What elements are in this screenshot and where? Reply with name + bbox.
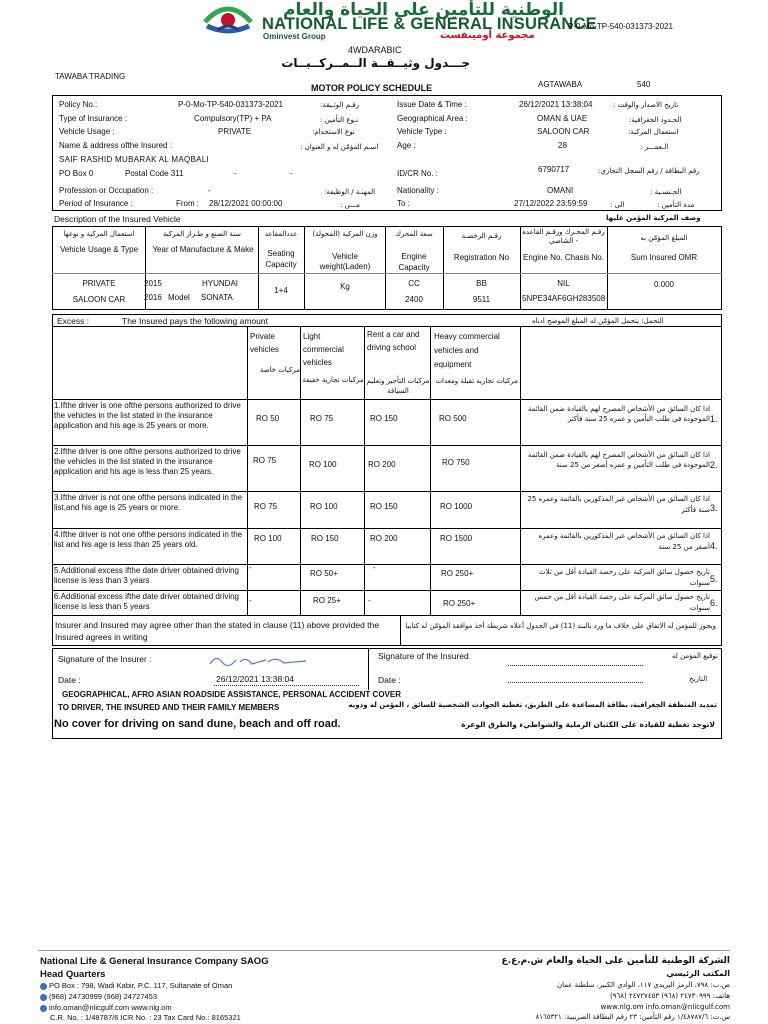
excess-row-3-number: 3.	[710, 503, 718, 513]
excess-row-2-rent: RO 200	[368, 460, 396, 469]
footer-phone	[40, 992, 157, 1001]
excess-row-3-arabic: اذا كان السائق من الأشخاص غير المذكورين بالقائمة وعمره 25 سنة فأكثر	[527, 495, 710, 514]
excess-row-4-private: RO 100	[254, 534, 282, 543]
engine-number: NIL	[557, 279, 570, 288]
postal-code: Postal Code 311	[125, 169, 184, 178]
vehicle-type-cell: SALOON CAR	[72, 295, 126, 304]
agent-name: TAWABA TRADING	[55, 72, 126, 81]
excess-row-4-text: 4.Ifthe driver is not one ofthe persons indicated in the list and his age is less than 25 years old.	[54, 530, 243, 549]
excess-row-1-rent: RO 150	[370, 414, 398, 423]
insurance-type-value: Compulsory(TP) + PA	[194, 114, 272, 123]
excess-row-1-private: RO 50	[256, 414, 280, 423]
issue-date-label: Issue Date & Time :	[397, 100, 467, 109]
footer-company-name-arabic: الشركة الوطنية للتأمين على الحياة والعام ش.م.ع.ع	[501, 956, 730, 966]
from-arabic: مـــن :	[340, 201, 360, 209]
issue-date-arabic: تاريخ الاصدار والوقت :	[613, 101, 679, 109]
issue-date-value: 26/12/2021 13:38:04	[519, 100, 593, 109]
footer-phone-arabic: هاتف: ٢٤٧٣٠٩٩٩ (٩٦٨) ٢٤٧٢٧٤٥٣ (٩٦٨)	[610, 992, 730, 1000]
footer-web-text[interactable]: info.oman@nlicgulf.com www.nlg.om	[49, 1003, 172, 1012]
footer-address	[40, 981, 232, 990]
address-dash-2: -	[290, 169, 293, 178]
insurer-date-line	[214, 685, 359, 686]
excess-row-3-heavy: RO 1000	[440, 502, 473, 511]
footer-phone-text: (968) 24730999 (968) 24727453	[49, 992, 158, 1001]
footer-registration: C.R. No. : 1/48787/6 ICR No. : 23 Tax Card No.: 8165321	[50, 1013, 241, 1022]
language-tag: 4WDARABIC	[348, 45, 402, 55]
model-label: Model	[168, 293, 190, 302]
title-english: MOTOR POLICY SCHEDULE	[311, 83, 433, 93]
policy-reference: P-0-Mo-TP-540-031373-2021	[568, 22, 673, 31]
agent-code: AGTAWABA	[538, 80, 583, 89]
insured-signature-arabic: توقيع المؤمن له	[672, 652, 718, 660]
insured-date-arabic: التاريخ	[689, 675, 708, 683]
policy-no-arabic: رقـم الوثـيقة:	[320, 101, 360, 109]
insured-signature-line	[508, 665, 643, 666]
registration-number: 9511	[472, 295, 491, 304]
profession-label: Profession or Occupation :	[59, 186, 154, 195]
excess-row-5-light: RO 50+	[310, 569, 338, 578]
excess-row-3-light: RO 100	[310, 502, 338, 511]
insurance-type-label: Type of Insurance :	[59, 114, 128, 123]
excess-description: The Insured pays the following amount	[122, 316, 269, 326]
policy-no-label: Policy No.:	[59, 100, 98, 109]
po-box: PO Box 0	[59, 169, 94, 178]
no-cover-notice: No cover for driving on sand dune, beach and off road.	[54, 718, 341, 730]
footer-address-arabic: ص.ب: ٧٩٨، الرمز البريدي ١١٧، الوادي الكبير، سلطنة عمان	[556, 981, 730, 989]
excess-row-4-heavy: RO 1500	[440, 534, 473, 543]
nationality-value: OMANI	[547, 186, 574, 195]
period-arabic: مدة التأمين :	[657, 201, 695, 209]
vehicle-model: SONATA	[201, 293, 233, 302]
excess-row-6-arabic: تاريخ حصول سائق المركبة على رخصة القيادة أقل من خمس سنوات	[534, 593, 710, 612]
col-weight: Vehicle weight(Laden)	[319, 252, 371, 271]
excess-row-6-private: -	[249, 596, 252, 605]
excess-row-6-heavy: RO 250+	[443, 599, 476, 608]
year-manufacture: 2015	[144, 279, 162, 288]
excess-row-1-arabic: اذا كان السائق من الأشخاص المصرح لهم بالقيادة ضمن القائمة الموجودة في طلب التأمين و عمره 25 سنة فأكثر	[527, 405, 710, 423]
vehicle-type-arabic: استعمال المركبة:	[628, 128, 679, 136]
excess-row-6-text: 6.Additional excess ifthe date driver obtained driving license is less than 5 years	[54, 592, 239, 611]
id-cr-label: ID/CR No. :	[397, 169, 438, 178]
col-sum-insured: Sum Insured OMR	[630, 253, 698, 262]
insured-name-arabic: اسـم المؤمّن له و العنوان :	[300, 143, 379, 151]
excess-row-4-arabic: اذا كان السائق من الأشخاص غير المذكورين بالقائمة وعمره أصغر من 25 سنة	[538, 532, 710, 551]
excess-row-3-text: 3.Ifthe driver is not one ofthe persons indicated in the list,and his age is 25 years or more.	[54, 493, 243, 512]
title-arabic: جـــدول وثيــقــة الــمــركــبــات	[281, 56, 470, 70]
col-year-arabic: سنة الصنع و طـراز المركبة	[163, 230, 241, 238]
insurer-date-value: 26/12/2021 13:38:04	[216, 674, 294, 684]
company-name-arabic: الوطنية للتأمين على الحياة والعام	[283, 0, 564, 20]
to-arabic: الى :	[610, 201, 625, 209]
excess-row-1-light: RO 75	[310, 414, 334, 423]
vehicle-make: HYUNDAI	[202, 279, 239, 288]
excess-row-2-heavy: RO 750	[442, 458, 470, 467]
engine-unit: CC	[408, 279, 420, 288]
excess-col-light-commercial-arabic: مركبات تجارية خفيفة	[302, 376, 364, 384]
no-cover-notice-arabic: لاتوجد تغطية للقيادة على الكثبان الرملية والشواطيء والطرق الوعرة	[461, 720, 715, 729]
col-year: Year of Manufacture & Make	[152, 245, 254, 254]
excess-row-5-number: 5.	[710, 574, 718, 584]
footer-company-name: National Life & General Insurance Company SAOG	[40, 956, 269, 967]
col-weight-arabic: وزن المركبة (المحولة)	[312, 230, 378, 238]
sum-insured-value: 0.000	[653, 280, 675, 289]
geo-area-arabic: الحـدود الجغرافية:	[629, 116, 682, 124]
excess-row-2-number: 2.	[710, 460, 718, 470]
profession-value: -	[208, 186, 211, 195]
vehicle-usage-label: Vehicle Usage :	[59, 127, 115, 136]
vehicle-usage-cell: PRIVATE	[82, 279, 116, 288]
to-label: To :	[397, 199, 410, 208]
agreement-note: Insurer and Insured may agree other than the stated in clause (11) above provided the Insured agrees in writing	[55, 620, 379, 642]
age-label: Age :	[397, 141, 416, 150]
col-seats-arabic: عددالمقاعد	[264, 230, 298, 238]
geo-area-label: Geographical Area :	[397, 114, 468, 123]
excess-row-2-arabic: اذا كان السائق من الأشخاص المصرح لهم بالقيادة ضمن القائمة الموجودة في طلب التأمين و عمره أصغر من 25 سنة	[527, 451, 710, 469]
footer-head-quarters-arabic: المكتب الرئيسي	[666, 969, 730, 978]
col-registration: Registration No	[453, 253, 510, 262]
excess-row-4-light: RO 150	[311, 534, 339, 543]
col-usage-arabic: استعمال المركبة و نوعها	[63, 230, 135, 238]
nationality-label: Nationality :	[397, 186, 439, 195]
agent-number: 540	[637, 80, 651, 89]
vehicle-section-title-arabic: وصف المركبة المؤمن عليها	[606, 214, 701, 222]
geo-cover-line-1: GEOGRAPHICAL, AFRO ASIAN ROADSIDE ASSISTANCE, PERSONAL ACCIDENT COVER	[62, 690, 401, 699]
geo-cover-line-2: TO DRIVER, THE INSURED AND THEIR FAMILY MEMBERS	[58, 703, 280, 712]
id-cr-arabic: رقم البطاقة / رقم السجل التجاري:	[598, 167, 700, 175]
excess-row-4-rent: RO 200	[370, 534, 398, 543]
id-cr-value: 6790717	[538, 165, 570, 174]
excess-row-4-number: 4.	[710, 541, 718, 551]
col-seats: Seating Capacity	[265, 249, 297, 269]
footer-head-quarters: Head Quarters	[40, 969, 106, 980]
excess-row-3-private: RO 75	[254, 502, 278, 511]
excess-label: Excess :	[57, 316, 90, 326]
address-dash-1: -	[234, 169, 237, 178]
footer-web-arabic[interactable]: www.nlg.om info.oman@nlicgulf.com	[600, 1003, 730, 1011]
vehicle-usage-arabic: نوع الاستخدام:	[312, 128, 355, 136]
chassis-number: 5NPE34AF6GH283508	[522, 294, 606, 303]
col-engine-chassis-arabic: رقـم المحـرك ورقـم القاعدة - الشاصي	[522, 228, 605, 245]
nationality-arabic: الجـنسـية :	[650, 188, 682, 196]
excess-row-5-rent: -	[373, 563, 376, 572]
excess-row-5-text: 5.Additional excess ifthe date driver obtained driving license is less than 3 years	[54, 566, 239, 585]
model-year: 2016	[144, 293, 162, 302]
profession-arabic: المهنـة / الوظيفة:	[324, 188, 376, 196]
phone-icon	[40, 994, 47, 1001]
email-icon	[40, 1005, 47, 1012]
col-engine: Engine Capacity	[398, 252, 430, 272]
from-label: From :	[176, 199, 200, 208]
excess-col-private-arabic: مركبات خاصة	[259, 366, 300, 374]
excess-row-3-rent: RO 150	[370, 502, 398, 511]
policy-no-value: P-0-Mo-TP-540-031373-2021	[178, 100, 283, 109]
company-name-english: NATIONAL LIFE & GENERAL INSURANCE	[262, 15, 597, 33]
excess-row-6-light: RO 25+	[313, 596, 341, 605]
engine-capacity: 2400	[405, 295, 423, 304]
group-name: Ominvest Group	[263, 32, 326, 41]
footer-web	[40, 1003, 172, 1012]
excess-description-arabic: التحمل: يتحمل المؤمّن له المبلغ الموضح ادناه	[532, 317, 664, 325]
excess-col-private: Private vehicles	[250, 332, 279, 354]
col-sum-insured-arabic: المبلغ المؤمّن به	[640, 234, 688, 242]
footer-registration-arabic: س.ت: ١/٤٨٧٨٧/٦ رقم التأمين: ٢٣ رقم البطاقة الضريبية: ٨١٦٥٣٢١	[535, 1013, 730, 1021]
from-value: 28/12/2021 00:00:00	[209, 199, 283, 208]
insured-signature-label: Signature of the Insured	[378, 651, 469, 661]
col-registration-arabic: رقـم الرخصـة	[461, 232, 502, 240]
excess-row-6-number: 6.	[710, 598, 718, 608]
company-logo	[203, 2, 253, 42]
excess-row-1-number: 1.	[710, 414, 718, 424]
excess-col-heavy-commercial-arabic: مركبات تجارية ثقيلة ومعدات	[435, 377, 518, 385]
excess-row-2-private: RO 75	[253, 456, 277, 465]
insured-name-label: Name & address ofthe Insured :	[59, 141, 172, 150]
insurer-signature	[206, 652, 316, 670]
registration-prefix: BB	[476, 279, 487, 288]
excess-col-rent-a-car-arabic: مركبات التأجير وتعليم السياقة	[366, 377, 430, 395]
col-engine-arabic: سعة المحرك	[395, 230, 433, 238]
col-usage: Vehicle Usage & Type	[59, 245, 139, 254]
seating-capacity: 1+4	[274, 286, 288, 295]
excess-row-5-heavy: RO 250+	[441, 569, 474, 578]
vehicle-usage-value: PRIVATE	[218, 127, 252, 136]
excess-row-1-text: 1.Ifthe driver is one ofthe persons authorized to drive the vehicles in the list stated in the insurance application and his age is 25 years or more.	[54, 401, 241, 430]
vehicle-type-label: Vehicle Type :	[397, 127, 447, 136]
geo-area-value: OMAN & UAE	[537, 114, 588, 123]
excess-col-light-commercial: Light commercial vehicles	[303, 332, 344, 367]
period-label: Period of Insurance :	[59, 199, 133, 208]
excess-row-5-private: -	[249, 563, 252, 572]
excess-row-2-text: 2.Ifthe driver is one ofthe persons authorized to drive the vehicles in the list stated in the insurance application and his age is less than 25 years.	[54, 447, 241, 476]
excess-row-1-heavy: RO 500	[439, 414, 467, 423]
age-arabic: الـعمـــر :	[640, 143, 669, 151]
excess-col-rent-a-car: Rent a car and driving school	[367, 330, 420, 352]
age-value: 28	[558, 141, 567, 150]
insured-date-line	[508, 682, 643, 683]
insurer-date-label: Date :	[58, 675, 81, 685]
vehicle-type-value: SALOON CAR	[537, 127, 590, 136]
group-name-arabic: مجموعة أومينفست	[440, 30, 535, 41]
geo-cover-arabic: تمديد المنطقة الجغرافية، بطاقة المساعدة على الطريق، تغطية الحوادث الشخصية للسائق ، المؤمن له وذويه	[348, 701, 717, 709]
location-icon	[40, 983, 47, 990]
vehicle-weight: Kg	[340, 282, 350, 291]
col-engine-chassis: Engine No. Chasis No.	[523, 253, 604, 262]
agreement-note-arabic: ويجوز للمؤمن له الاتفاق على خلاف ما ورد بالبند (11) في الجدول أعلاه شريطة أخذ موافقة المؤمّن له كتابيا	[405, 622, 716, 630]
excess-col-heavy-commercial: Heavy commercial vehicles and equipment	[434, 332, 500, 369]
excess-row-5-arabic: تاريخ حصول سائق المركبة على رخصة القيادة أقل من ثلاث سنوات	[539, 568, 710, 587]
footer-address-text: PO Box : 798, Wadi Kabir, P.C. 117, Sultanate of Oman	[49, 981, 233, 990]
insured-name-value: SAIF RASHID MUBARAK AL MAQBALI	[59, 155, 210, 164]
vehicle-section-title: Description of the Insured Vehicle	[54, 214, 181, 224]
insurance-type-arabic: نـوع التأمين :	[320, 116, 359, 124]
insured-date-label: Date :	[378, 675, 401, 685]
excess-row-2-light: RO 100	[309, 460, 337, 469]
excess-row-6-rent: -	[368, 596, 371, 605]
to-value: 27/12/2022 23:59:59	[514, 199, 588, 208]
insurer-signature-label: Signature of the Insurer :	[58, 654, 152, 664]
